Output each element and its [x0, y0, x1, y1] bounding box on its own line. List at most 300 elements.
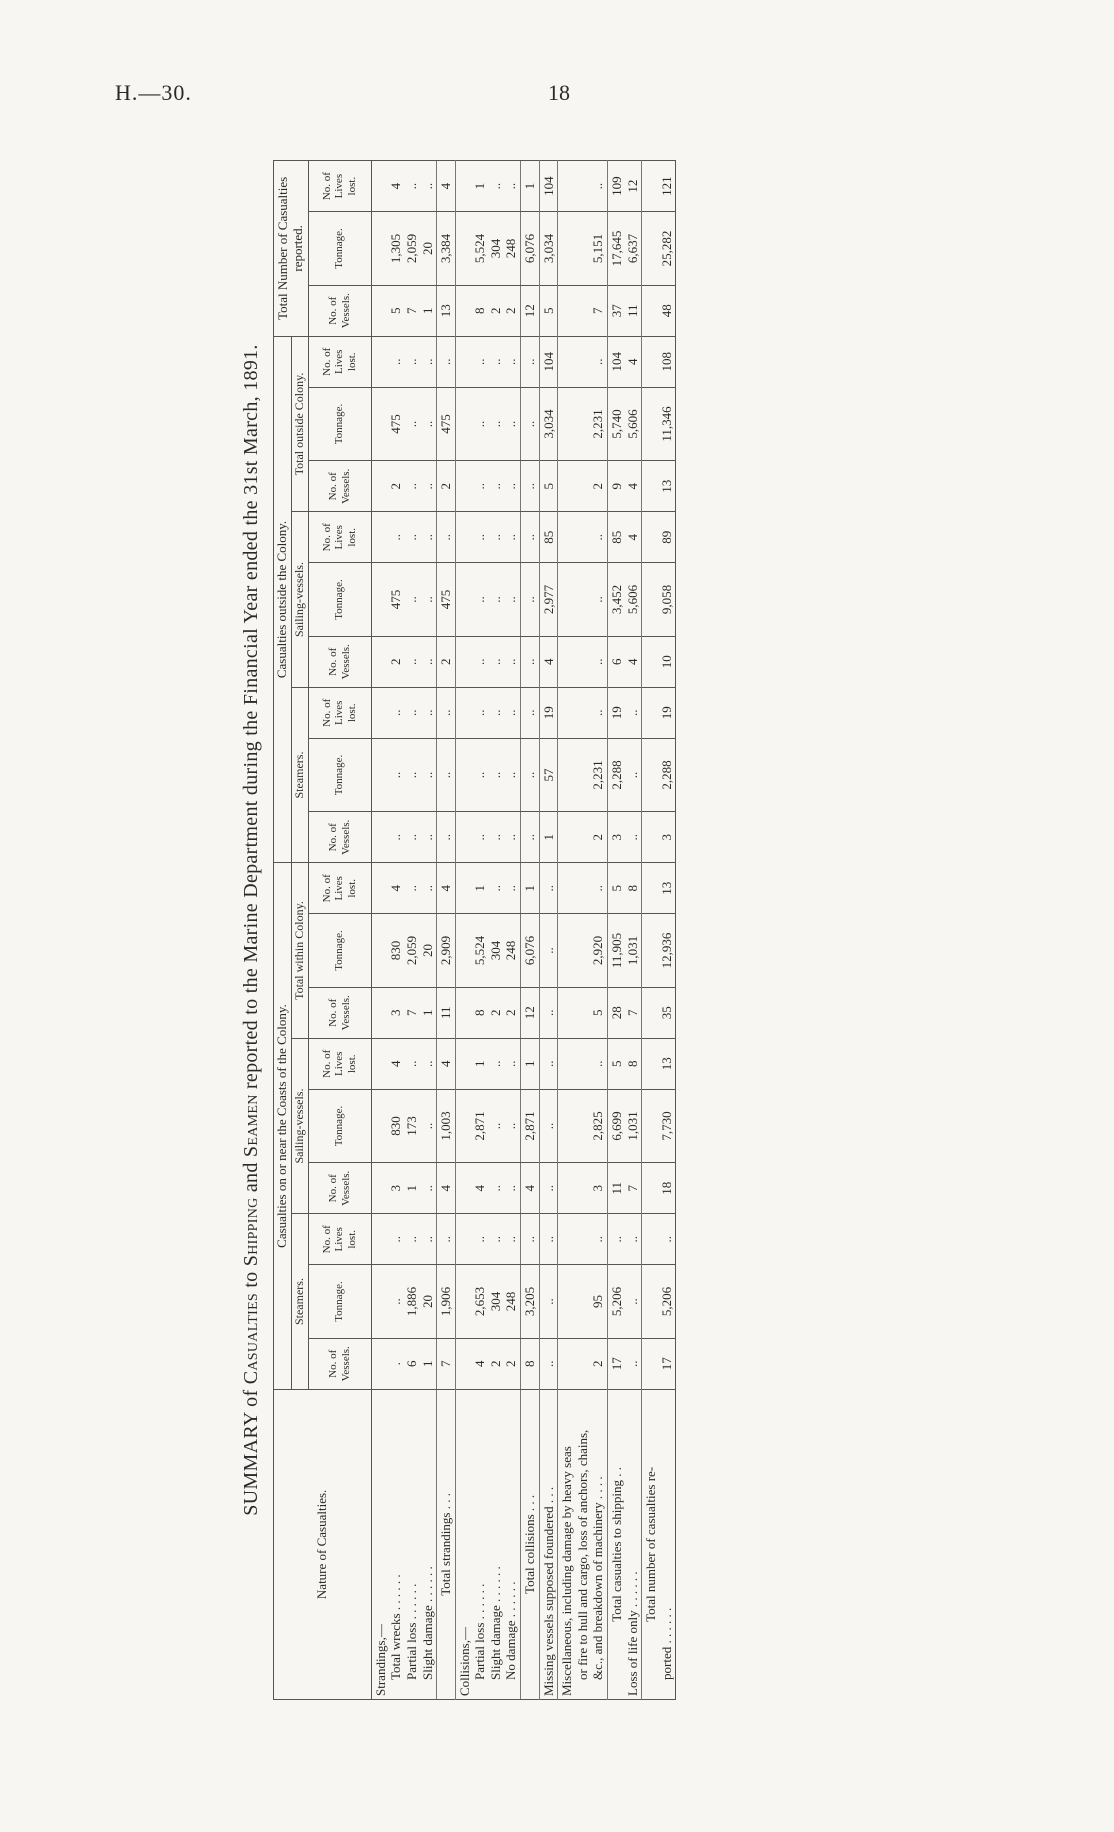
value-cell: [642, 512, 676, 563]
value-line: 1,031: [624, 935, 640, 966]
value-cell: ..: [437, 512, 456, 563]
value-line: ..: [503, 1185, 519, 1192]
value-line: ..: [403, 834, 419, 841]
col-lives-lost: No. of Lives lost.: [308, 336, 371, 387]
value-line: 2: [503, 1009, 519, 1017]
value-line: 28: [609, 1006, 625, 1020]
value-line: [457, 464, 473, 508]
value-line: 1: [472, 885, 488, 892]
report-reference: H.—30.: [115, 80, 192, 105]
value-line: 2: [503, 1360, 519, 1368]
value-cell: 4: [437, 1163, 456, 1214]
value-line: [457, 289, 473, 333]
value-line: 6: [609, 658, 625, 666]
value-cell: [608, 563, 642, 636]
value-line: 7: [624, 1185, 640, 1192]
value-line: ..: [403, 358, 419, 366]
value-cell: [642, 863, 676, 914]
collisions-label: [455, 1389, 520, 1699]
value-cell: [642, 563, 676, 636]
value-line: ..: [419, 420, 435, 428]
value-line: [373, 1268, 389, 1334]
value-line: [373, 215, 389, 281]
value-line: ..: [503, 358, 519, 366]
value-cell: [371, 636, 436, 687]
value-line: 4: [388, 885, 404, 892]
value-line: 4: [624, 534, 640, 541]
value-cell: [371, 738, 436, 811]
value-cell: [371, 1265, 436, 1338]
value-line: 89: [658, 530, 674, 544]
value-cell: [608, 285, 642, 336]
value-line: ..: [388, 834, 404, 841]
slight-damage-label: Slight damage . . . . . .: [487, 1566, 503, 1680]
value-cell: 6,076: [521, 914, 540, 987]
strandings-heading: Strandings,—: [372, 1624, 388, 1696]
value-cell: ..: [521, 636, 540, 687]
value-line: ..: [590, 1060, 606, 1068]
value-cell: [455, 863, 520, 914]
value-line: [575, 391, 591, 457]
value-cell: [455, 1089, 520, 1162]
strandings-label: [371, 1389, 436, 1699]
value-cell: [371, 285, 436, 336]
value-cell: [371, 512, 436, 563]
value-cell: [558, 1089, 608, 1162]
value-line: [457, 1217, 473, 1261]
value-line: [373, 1042, 389, 1086]
value-line: 6,699: [609, 1111, 625, 1141]
value-line: 13: [658, 479, 674, 493]
value-line: 3: [658, 834, 674, 841]
value-cell: 2: [437, 636, 456, 687]
col-vessels: No. of Vessels.: [308, 285, 371, 336]
value-line: [559, 691, 575, 735]
value-line: 304: [487, 238, 503, 259]
value-line: [457, 391, 473, 457]
value-line: ..: [472, 358, 488, 366]
value-line: 2: [388, 658, 404, 666]
value-cell: [558, 161, 608, 212]
value-line: ..: [487, 534, 503, 541]
value-cell: 2,871: [521, 1089, 540, 1162]
value-cell: ..: [437, 1214, 456, 1265]
value-cell: 4: [437, 1038, 456, 1089]
value-cell: [608, 1089, 642, 1162]
value-cell: [455, 1265, 520, 1338]
value-line: 10: [658, 655, 674, 669]
value-line: 5: [388, 307, 404, 314]
value-line: 4: [624, 483, 640, 490]
value-line: 304: [487, 1291, 503, 1312]
value-line: 2,653: [472, 1286, 488, 1317]
value-line: [457, 164, 473, 208]
value-cell: [558, 1265, 608, 1338]
value-line: [457, 866, 473, 910]
value-line: ..: [590, 885, 606, 892]
value-cell: [371, 1214, 436, 1265]
value-cell: ..: [539, 1214, 558, 1265]
collisions-heading: Collisions,—: [456, 1627, 472, 1696]
value-line: 1,031: [624, 1111, 640, 1141]
col-tonnage: Tonnage.: [308, 1265, 371, 1338]
value-line: 2: [590, 834, 606, 841]
value-cell: [455, 161, 520, 212]
value-cell: [455, 512, 520, 563]
value-line: 1: [472, 1060, 488, 1068]
col-tonnage: Tonnage.: [308, 563, 371, 636]
value-cell: [642, 812, 676, 863]
casualties-table: [273, 160, 676, 1700]
value-cell: [455, 987, 520, 1038]
value-line: ..: [388, 709, 404, 717]
value-line: [559, 1093, 575, 1159]
value-line: 95: [590, 1295, 606, 1309]
value-cell: [608, 461, 642, 512]
value-cell: [455, 387, 520, 460]
value-line: [575, 215, 591, 281]
value-cell: ..: [521, 738, 540, 811]
value-line: ..: [419, 771, 435, 779]
value-line: [373, 640, 389, 684]
value-cell: 1,003: [437, 1089, 456, 1162]
value-cell: ..: [539, 863, 558, 914]
value-line: [575, 691, 591, 735]
value-line: 6: [403, 1360, 419, 1368]
value-cell: [558, 212, 608, 285]
value-line: [575, 640, 591, 684]
value-cell: [558, 461, 608, 512]
value-cell: [455, 1338, 520, 1389]
title-seamen: Seamen: [240, 1094, 262, 1158]
value-line: [457, 1268, 473, 1334]
table-title: [240, 160, 263, 1700]
value-line: 2: [503, 307, 519, 314]
value-line: [457, 1166, 473, 1210]
value-cell: [455, 563, 520, 636]
value-line: ..: [472, 658, 488, 666]
partial-loss-label: Partial loss . . . . . .: [403, 1583, 419, 1680]
value-cell: [455, 285, 520, 336]
value-line: [575, 1166, 591, 1210]
value-line: 2,231: [590, 409, 606, 439]
value-cell: 4: [437, 161, 456, 212]
value-line: ..: [487, 834, 503, 841]
value-cell: [558, 336, 608, 387]
value-cell: 1: [521, 161, 540, 212]
value-line: 5,206: [658, 1286, 674, 1317]
value-line: 19: [609, 706, 625, 720]
value-line: 9: [609, 483, 625, 490]
value-line: ..: [487, 1060, 503, 1068]
value-line: 2,920: [590, 935, 606, 966]
value-cell: 2: [437, 461, 456, 512]
col-vessels: No. of Vessels.: [308, 461, 371, 512]
value-cell: [371, 1089, 436, 1162]
value-line: [457, 917, 473, 983]
value-line: [457, 1093, 473, 1159]
value-line: ..: [624, 771, 640, 779]
value-line: ..: [624, 1236, 640, 1243]
value-line: [373, 289, 389, 333]
value-line: 4: [472, 1185, 488, 1192]
value-cell: [455, 461, 520, 512]
value-line: 830: [388, 940, 404, 961]
value-cell: ..: [521, 387, 540, 460]
value-line: ..: [403, 771, 419, 779]
value-line: 2,288: [658, 760, 674, 790]
value-line: ..: [590, 1236, 606, 1243]
value-line: 3,452: [609, 584, 625, 615]
value-line: ..: [403, 596, 419, 603]
value-line: ..: [403, 534, 419, 541]
value-cell: [558, 636, 608, 687]
value-line: 248: [503, 238, 519, 259]
value-line: [373, 515, 389, 559]
value-line: [559, 164, 575, 208]
value-cell: [558, 687, 608, 738]
value-cell: [455, 212, 520, 285]
value-line: [457, 515, 473, 559]
value-cell: ..: [437, 812, 456, 863]
value-line: 20: [419, 241, 435, 255]
value-cell: [371, 1338, 436, 1389]
value-cell: [642, 336, 676, 387]
value-cell: [371, 812, 436, 863]
value-cell: [371, 863, 436, 914]
value-cell: [608, 812, 642, 863]
value-line: [559, 917, 575, 983]
value-line: 3: [388, 1009, 404, 1017]
value-line: [575, 742, 591, 808]
value-line: 85: [609, 530, 625, 544]
value-line: ..: [388, 1236, 404, 1243]
value-line: 7: [590, 307, 606, 314]
value-line: 5: [609, 1060, 625, 1068]
value-line: [575, 866, 591, 910]
value-line: [373, 815, 389, 859]
col-vessels: No. of Vessels.: [308, 1338, 371, 1389]
total-shipping-label: Total casualties to shipping . . Loss of life only . . . . . .: [608, 1389, 642, 1699]
value-line: ..: [590, 358, 606, 366]
title-shipping: Shipping: [240, 1197, 262, 1267]
value-line: 1: [403, 1185, 419, 1192]
value-line: ..: [503, 596, 519, 603]
value-line: 8: [624, 885, 640, 892]
value-line: [575, 815, 591, 859]
value-line: ..: [419, 182, 435, 190]
value-cell: [558, 387, 608, 460]
value-cell: [455, 812, 520, 863]
value-line: 5: [609, 885, 625, 892]
value-line: ..: [487, 596, 503, 603]
value-line: 8: [472, 307, 488, 314]
value-cell: 104: [539, 161, 558, 212]
value-line: 2,231: [590, 760, 606, 790]
value-cell: ..: [539, 1163, 558, 1214]
value-cell: ..: [521, 512, 540, 563]
value-cell: 11: [437, 987, 456, 1038]
strandings-row: [371, 161, 436, 1700]
grand-total-row: [642, 161, 676, 1700]
value-cell: ..: [437, 336, 456, 387]
steamers-outside-header: Steamers.: [291, 687, 308, 863]
col-lives-lost: No. of Lives lost.: [308, 863, 371, 914]
value-line: ..: [487, 771, 503, 779]
value-line: ..: [419, 596, 435, 603]
col-vessels: No. of Vessels.: [308, 636, 371, 687]
value-line: ..: [658, 1236, 674, 1243]
value-cell: 13: [437, 285, 456, 336]
value-cell: 12: [521, 285, 540, 336]
partial-loss-label: Partial loss . . . . . .: [472, 1583, 488, 1680]
value-line: 1: [419, 1009, 435, 1017]
value-cell: 104: [539, 336, 558, 387]
value-cell: 4: [521, 1163, 540, 1214]
value-line: 173: [403, 1116, 419, 1136]
value-line: ..: [472, 420, 488, 428]
value-line: 2: [590, 1360, 606, 1368]
value-line: ..: [472, 596, 488, 603]
value-line: ..: [503, 834, 519, 841]
col-tonnage: Tonnage.: [308, 1089, 371, 1162]
value-line: 5: [590, 1009, 606, 1017]
value-cell: 7: [437, 1338, 456, 1389]
col-lives-lost: No. of Lives lost.: [308, 687, 371, 738]
value-cell: ..: [437, 738, 456, 811]
value-cell: 475: [437, 563, 456, 636]
value-line: 12: [624, 179, 640, 193]
value-line: [559, 566, 575, 632]
value-line: [559, 866, 575, 910]
value-line: ..: [487, 420, 503, 428]
value-line: ..: [403, 658, 419, 666]
value-line: ..: [487, 182, 503, 190]
value-line: ..: [388, 1298, 404, 1305]
value-cell: [371, 563, 436, 636]
value-cell: [608, 1163, 642, 1214]
value-line: 2: [487, 307, 503, 314]
value-line: 475: [388, 414, 404, 434]
value-line: ..: [472, 709, 488, 717]
value-line: 7: [403, 1009, 419, 1017]
value-cell: [371, 987, 436, 1038]
value-cell: [558, 563, 608, 636]
value-line: ..: [487, 1236, 503, 1243]
value-cell: [608, 212, 642, 285]
value-line: 11,346: [658, 406, 674, 442]
value-line: ..: [419, 1236, 435, 1243]
value-line: [575, 566, 591, 632]
value-line: 248: [503, 940, 519, 961]
value-line: [575, 1268, 591, 1334]
value-line: 2: [487, 1009, 503, 1017]
value-line: ..: [487, 1185, 503, 1192]
value-line: 5,151: [590, 233, 606, 264]
total-within-header: Total within Colony.: [291, 863, 308, 1039]
value-line: [457, 340, 473, 384]
value-cell: [558, 987, 608, 1038]
value-cell: [455, 336, 520, 387]
value-line: 3: [590, 1185, 606, 1192]
value-cell: 1,906: [437, 1265, 456, 1338]
value-line: 13: [658, 881, 674, 895]
value-cell: [608, 387, 642, 460]
value-line: ..: [590, 658, 606, 666]
value-line: [575, 164, 591, 208]
value-line: 108: [658, 352, 674, 372]
value-cell: [371, 336, 436, 387]
value-line: 25,282: [658, 230, 674, 267]
value-cell: [642, 1338, 676, 1389]
value-cell: [371, 161, 436, 212]
value-line: [457, 566, 473, 632]
value-cell: [558, 1214, 608, 1265]
value-cell: [455, 914, 520, 987]
value-line: ..: [487, 885, 503, 892]
value-line: ..: [590, 709, 606, 717]
value-line: 11: [624, 304, 640, 317]
value-line: [373, 1342, 389, 1386]
value-line: 109: [609, 176, 625, 196]
value-cell: [455, 687, 520, 738]
value-line: [559, 1342, 575, 1386]
value-line: ..: [419, 358, 435, 366]
value-line: ..: [503, 1060, 519, 1068]
value-line: 2,059: [403, 935, 419, 966]
col-lives-lost: No. of Lives lost.: [308, 1214, 371, 1265]
col-tonnage: Tonnage.: [308, 212, 371, 285]
value-cell: ..: [539, 987, 558, 1038]
value-line: ..: [419, 483, 435, 490]
value-cell: [642, 1265, 676, 1338]
value-line: [559, 391, 575, 457]
value-line: 5,206: [609, 1286, 625, 1317]
value-line: 4: [624, 658, 640, 666]
value-line: 5,606: [624, 584, 640, 615]
value-line: 830: [388, 1116, 404, 1136]
value-cell: [642, 285, 676, 336]
value-line: ..: [419, 1185, 435, 1192]
value-line: ..: [503, 420, 519, 428]
value-line: 2,871: [472, 1111, 488, 1141]
total-outside-header: Total outside Colony.: [291, 336, 308, 512]
value-line: [559, 640, 575, 684]
col-tonnage: Tonnage.: [308, 738, 371, 811]
within-coasts-header: Casualties on or near the Coasts of the Colony.: [274, 863, 292, 1390]
title-part-3: and: [240, 1157, 262, 1198]
value-line: [457, 215, 473, 281]
value-line: 8: [624, 1060, 640, 1068]
value-line: ..: [403, 709, 419, 717]
value-line: [373, 1166, 389, 1210]
value-cell: [371, 461, 436, 512]
value-line: 35: [658, 1006, 674, 1020]
value-cell: [455, 636, 520, 687]
value-line: 5,606: [624, 409, 640, 439]
value-cell: [608, 636, 642, 687]
missing-vessels-label: Missing vessels supposed foundered . . .: [539, 1389, 558, 1699]
value-cell: [371, 1163, 436, 1214]
value-line: 104: [609, 352, 625, 372]
value-cell: [642, 461, 676, 512]
value-cell: [608, 1338, 642, 1389]
value-line: ..: [472, 771, 488, 779]
value-line: 17,645: [609, 230, 625, 267]
value-cell: [608, 987, 642, 1038]
value-cell: [558, 1163, 608, 1214]
value-cell: [558, 914, 608, 987]
